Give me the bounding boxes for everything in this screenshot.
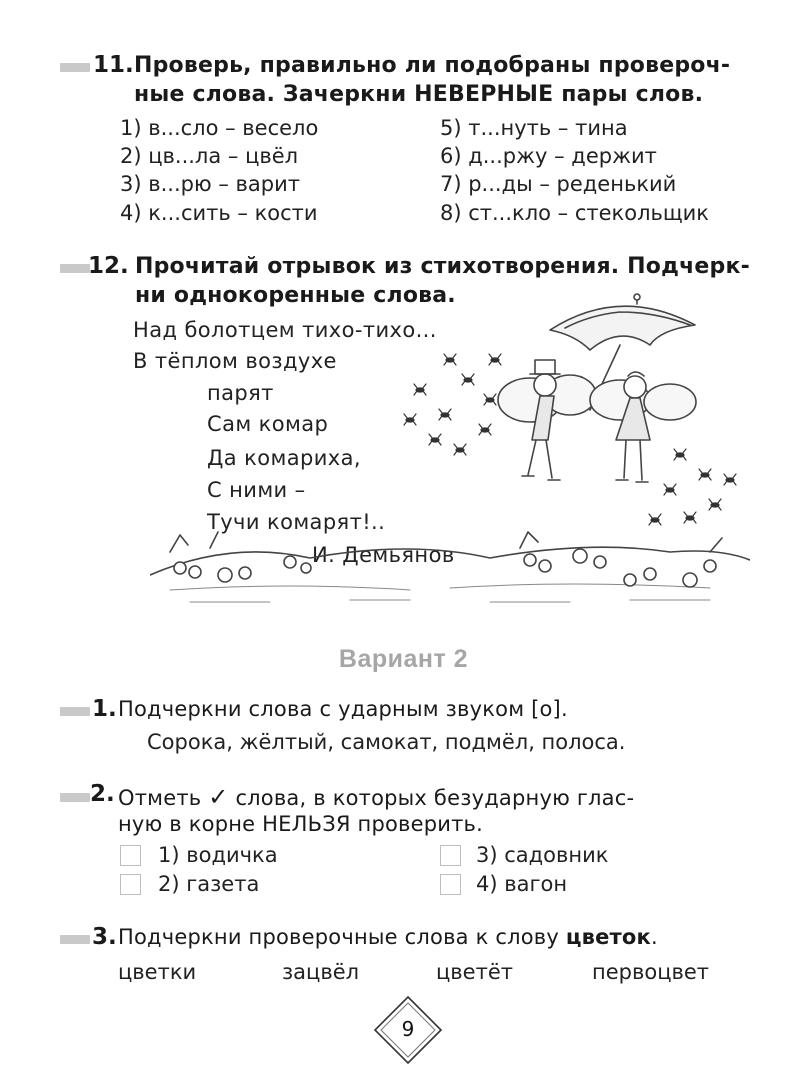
task-number: 1. — [92, 696, 117, 722]
task-number: 12. — [88, 253, 129, 279]
poem-line: В тёплом воздухе — [133, 349, 337, 373]
word-pair: 1) в...сло – весело — [120, 116, 319, 140]
keyword: цветок — [565, 925, 652, 949]
task-text: Проверь, правильно ли подобраны провероч- — [134, 53, 731, 78]
option-label: 1) водичка — [158, 843, 278, 867]
task-text: Прочитай отрывок из стихотворения. Подчерк- — [135, 254, 750, 279]
option-label: 4) вагон — [476, 872, 568, 896]
word-pair: 2) цв...ла – цвёл — [120, 144, 299, 168]
task-text: ни однокоренные слова. — [135, 283, 456, 308]
fairies-illustration — [150, 290, 750, 620]
word: первоцвет — [592, 960, 710, 984]
answer-checkbox[interactable] — [440, 874, 461, 895]
task-marker — [60, 935, 90, 944]
answer-checkbox[interactable] — [120, 874, 141, 895]
task-marker — [60, 63, 90, 72]
poem-line: Над болотцем тихо-тихо... — [133, 318, 437, 342]
word: цветёт — [436, 960, 513, 984]
task-number: 2. — [90, 781, 115, 807]
poem-author: И. Демьянов — [312, 543, 455, 567]
poem-line: С ними – — [207, 478, 306, 502]
task-text: ные слова. Зачеркни НЕВЕРНЫЕ пары слов. — [134, 82, 704, 107]
task-marker — [60, 793, 90, 802]
task-marker — [60, 707, 90, 716]
poem-line: Сам комар — [207, 412, 329, 436]
word: зацвёл — [282, 960, 360, 984]
word-pair: 3) в...рю – варит — [120, 172, 300, 196]
word-list: Сорока, жёлтый, самокат, подмёл, полоса. — [147, 730, 626, 754]
task-number: 11. — [93, 52, 134, 78]
poem-line: Тучи комарят!.. — [207, 510, 386, 534]
word-pair: 5) т...нуть – тина — [440, 116, 628, 140]
task-text: Подчеркни слова с ударным звуком [о]. — [118, 697, 568, 721]
word-pair: 7) р...ды – реденький — [440, 172, 677, 196]
checkmark-icon: ✓ — [208, 783, 229, 811]
answer-checkbox[interactable] — [120, 845, 141, 866]
variant-heading: Вариант 2 — [338, 645, 469, 673]
option-label: 2) газета — [158, 872, 260, 896]
task-text-part: слова, в которых безударную глас- — [235, 786, 635, 810]
word-pair: 4) к...сить – кости — [120, 201, 318, 225]
word-pair: 6) д...ржу – держит — [440, 144, 657, 168]
poem-line: парят — [207, 381, 274, 405]
page-number: 9 — [401, 1017, 415, 1041]
word-pair: 8) ст...кло – стекольщик — [440, 201, 709, 225]
answer-checkbox[interactable] — [440, 845, 461, 866]
task-text — [118, 783, 634, 811]
task-marker — [60, 264, 90, 273]
task-text — [118, 925, 658, 949]
poem-line: Да комариха, — [207, 446, 361, 470]
task-text-part: Отметь — [118, 786, 202, 810]
word: цветки — [118, 960, 197, 984]
task-text-part: Подчеркни проверочные слова к слову — [118, 925, 559, 949]
task-text: ную в корне НЕЛЬЗЯ проверить. — [118, 812, 484, 836]
option-label: 3) садовник — [476, 843, 609, 867]
task-number: 3. — [92, 924, 117, 950]
task-text-part: . — [651, 925, 658, 949]
